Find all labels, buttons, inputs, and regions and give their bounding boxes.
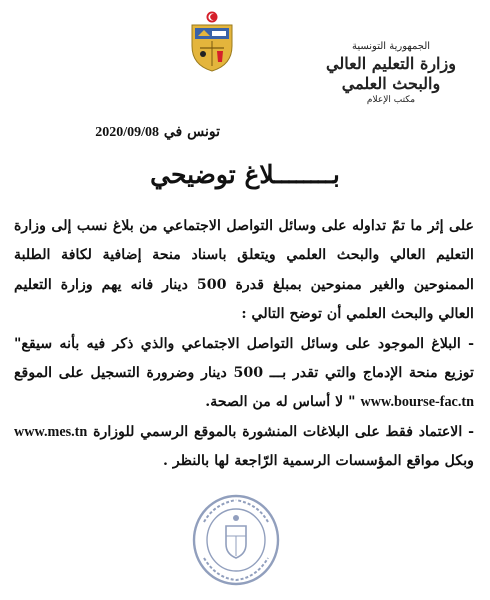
official-site-link[interactable]: www.mes.tn [14,423,88,440]
point-two-ending: وبكل مواقع المؤسسات الرسمية الرّاجعة لها بالنظر . [163,453,474,470]
intro-paragraph: على إثر ما تمّ تداوله على وسائل التواصل الاجتماعي من بلاغ نسب إلى وزارة التعليم العالي والبحث العلمي ويتعلق باسناد منحة إضافية لكافة الطلبة الممنوحين والغير ممنوحين بمبلغ قدرة 500 دينار فانه يهم وزارة التعليم العالي والبحث العلمي أن توضح التالي : [14,218,475,323]
statement-body [14,212,474,477]
tunisia-coat-of-arms-icon [190,10,234,72]
point-one-ending: " لا أساس له من الصحة. [205,394,356,411]
ministry-name-line1: وزارة التعليم العالي [326,54,456,73]
office-label: مكتب الإعلام [366,95,416,105]
ministry-official-stamp-icon [190,492,282,590]
point-two [14,418,474,477]
republic-label: الجمهورية التونسية [351,41,431,52]
page-title: بــــــــلاغ توضيحي [150,160,340,189]
ministry-header [316,40,466,106]
date-line [90,124,220,141]
point-two-text: - الاعتماد فقط على البلاغات المنشورة بالموقع الرسمي للوزارة [93,423,474,440]
date-prefix: تونس في [163,124,220,140]
fake-site-link[interactable]: www.bourse-fac.tn [360,394,474,411]
point-one [14,330,474,418]
ministry-name-line2: والبحث العلمي [341,74,441,93]
date-value: 2020/09/08 [95,125,160,140]
point-one-text: - البلاغ الموجود على وسائل التواصل الاجتماعي والذي ذكر فيه بأنه سيقع" توزيع منحة الإدماج والتي تقدر بـــ 500 دينار وضرورة التسجيل على الموقع [14,335,474,382]
